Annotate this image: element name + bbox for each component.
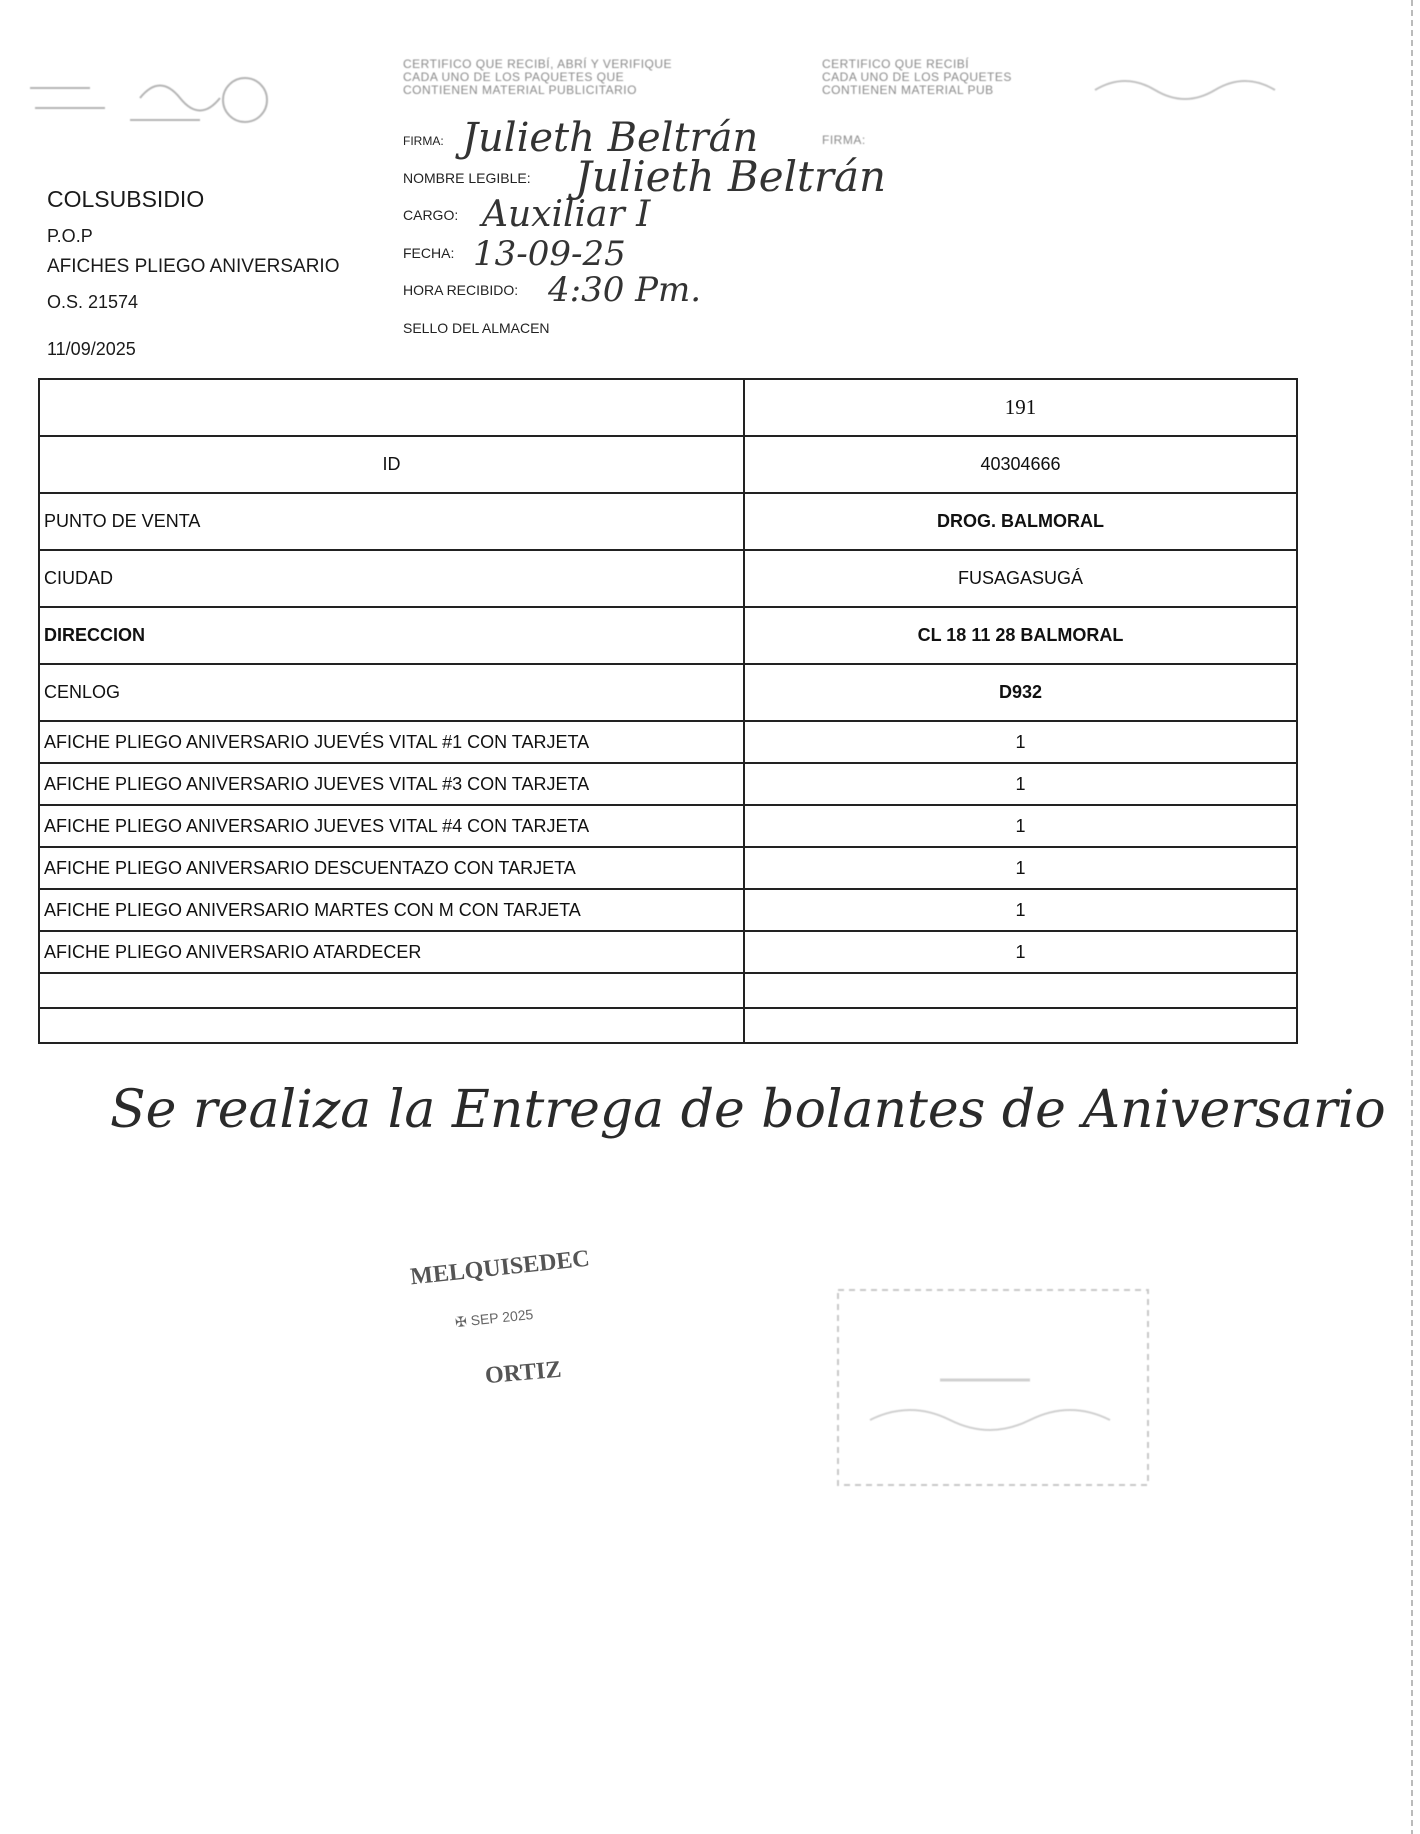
- faded-mark: [1090, 70, 1290, 110]
- row-value: D932: [744, 664, 1297, 721]
- table-number: 191: [744, 379, 1297, 436]
- table-row: [39, 379, 1297, 436]
- row-value: FUSAGASUGÁ: [744, 550, 1297, 607]
- item-label: AFICHE PLIEGO ANIVERSARIO JUEVES VITAL #4 CON TARJETA: [39, 805, 744, 847]
- item-qty: 1: [744, 889, 1297, 931]
- certify-text-secondary: [822, 58, 1012, 97]
- certify-line-3: CONTIENEN MATERIAL PUBLICITARIO: [403, 83, 637, 97]
- stamp-date: [454, 1306, 534, 1331]
- table-cell: [39, 973, 744, 1008]
- table-cell: [39, 1008, 744, 1043]
- delivery-table: [38, 378, 1298, 1044]
- firma-signature: Julieth Beltrán: [462, 115, 759, 161]
- row-label: CIUDAD: [39, 550, 744, 607]
- table-row: [39, 931, 1297, 973]
- item-label: AFICHE PLIEGO ANIVERSARIO MARTES CON M CON TARJETA: [39, 889, 744, 931]
- item-qty: 1: [744, 721, 1297, 763]
- sello-label: SELLO DEL ALMACEN: [403, 320, 550, 336]
- stamp-date-text: SEP 2025: [469, 1305, 534, 1329]
- table-row: [39, 721, 1297, 763]
- item-label: AFICHE PLIEGO ANIVERSARIO JUEVÉS VITAL #1 CON TARJETA: [39, 721, 744, 763]
- table-row: [39, 550, 1297, 607]
- table-row: [39, 607, 1297, 664]
- table-row: [39, 889, 1297, 931]
- table-row-empty: [39, 1008, 1297, 1043]
- scan-edge: [1411, 0, 1413, 1834]
- certify2-line-1: CERTIFICO QUE RECIBÍ: [822, 57, 970, 71]
- fecha-label: FECHA:: [403, 245, 455, 261]
- certify2-line-2: CADA UNO DE LOS PAQUETES: [822, 70, 1012, 84]
- table-cell: [39, 379, 744, 436]
- faded-logo: [20, 58, 280, 148]
- firma2-label: FIRMA:: [822, 133, 866, 147]
- fecha-value: 13-09-25: [473, 234, 626, 274]
- certify-text: [403, 58, 672, 97]
- document-date: 11/09/2025: [47, 339, 136, 359]
- firma-label: FIRMA:: [403, 134, 444, 148]
- stamp-name: MELQUISEDEC: [409, 1245, 591, 1291]
- table-row: [39, 664, 1297, 721]
- item-label: AFICHE PLIEGO ANIVERSARIO JUEVES VITAL #3 CON TARJETA: [39, 763, 744, 805]
- row-label: ID: [39, 436, 744, 493]
- table-row: [39, 847, 1297, 889]
- doc-subject: AFICHES PLIEGO ANIVERSARIO: [47, 256, 340, 277]
- table-row: [39, 436, 1297, 493]
- row-label: CENLOG: [39, 664, 744, 721]
- item-qty: 1: [744, 931, 1297, 973]
- item-qty: 1: [744, 763, 1297, 805]
- nombre-value: Julieth Beltrán: [575, 152, 887, 201]
- item-label: AFICHE PLIEGO ANIVERSARIO ATARDECER: [39, 931, 744, 973]
- table-row: [39, 763, 1297, 805]
- row-value: CL 18 11 28 BALMORAL: [744, 607, 1297, 664]
- row-value: 40304666: [744, 436, 1297, 493]
- table-row: [39, 805, 1297, 847]
- certify-line-1: CERTIFICO QUE RECIBÍ, ABRÍ Y VERIFIQUE: [403, 57, 673, 71]
- nombre-label: NOMBRE LEGIBLE:: [403, 170, 531, 186]
- cargo-value: Auxiliar I: [482, 194, 651, 235]
- faded-stamp: [830, 1270, 1160, 1495]
- table-cell: [744, 973, 1297, 1008]
- stamp-icon: ✠: [454, 1312, 468, 1331]
- cargo-label: CARGO:: [403, 207, 459, 223]
- table-row: [39, 493, 1297, 550]
- handwritten-note: Se realiza la Entrega de bolantes de Aniversario: [110, 1080, 1386, 1140]
- item-qty: 1: [744, 805, 1297, 847]
- table-row-empty: [39, 973, 1297, 1008]
- row-label: DIRECCION: [39, 607, 744, 664]
- hora-label: HORA RECIBIDO:: [403, 282, 519, 298]
- item-qty: 1: [744, 847, 1297, 889]
- certify-line-2: CADA UNO DE LOS PAQUETES QUE: [403, 70, 625, 84]
- table-cell: [744, 1008, 1297, 1043]
- company-name: COLSUBSIDIO: [47, 186, 205, 212]
- doc-type: P.O.P: [47, 226, 93, 246]
- row-value: DROG. BALMORAL: [744, 493, 1297, 550]
- certify2-line-3: CONTIENEN MATERIAL PUB: [822, 83, 994, 97]
- row-label: PUNTO DE VENTA: [39, 493, 744, 550]
- stamp-surname: ORTIZ: [483, 1356, 563, 1390]
- item-label: AFICHE PLIEGO ANIVERSARIO DESCUENTAZO CON TARJETA: [39, 847, 744, 889]
- hora-value: 4:30 Pm.: [548, 270, 702, 310]
- service-order: O.S. 21574: [47, 292, 139, 312]
